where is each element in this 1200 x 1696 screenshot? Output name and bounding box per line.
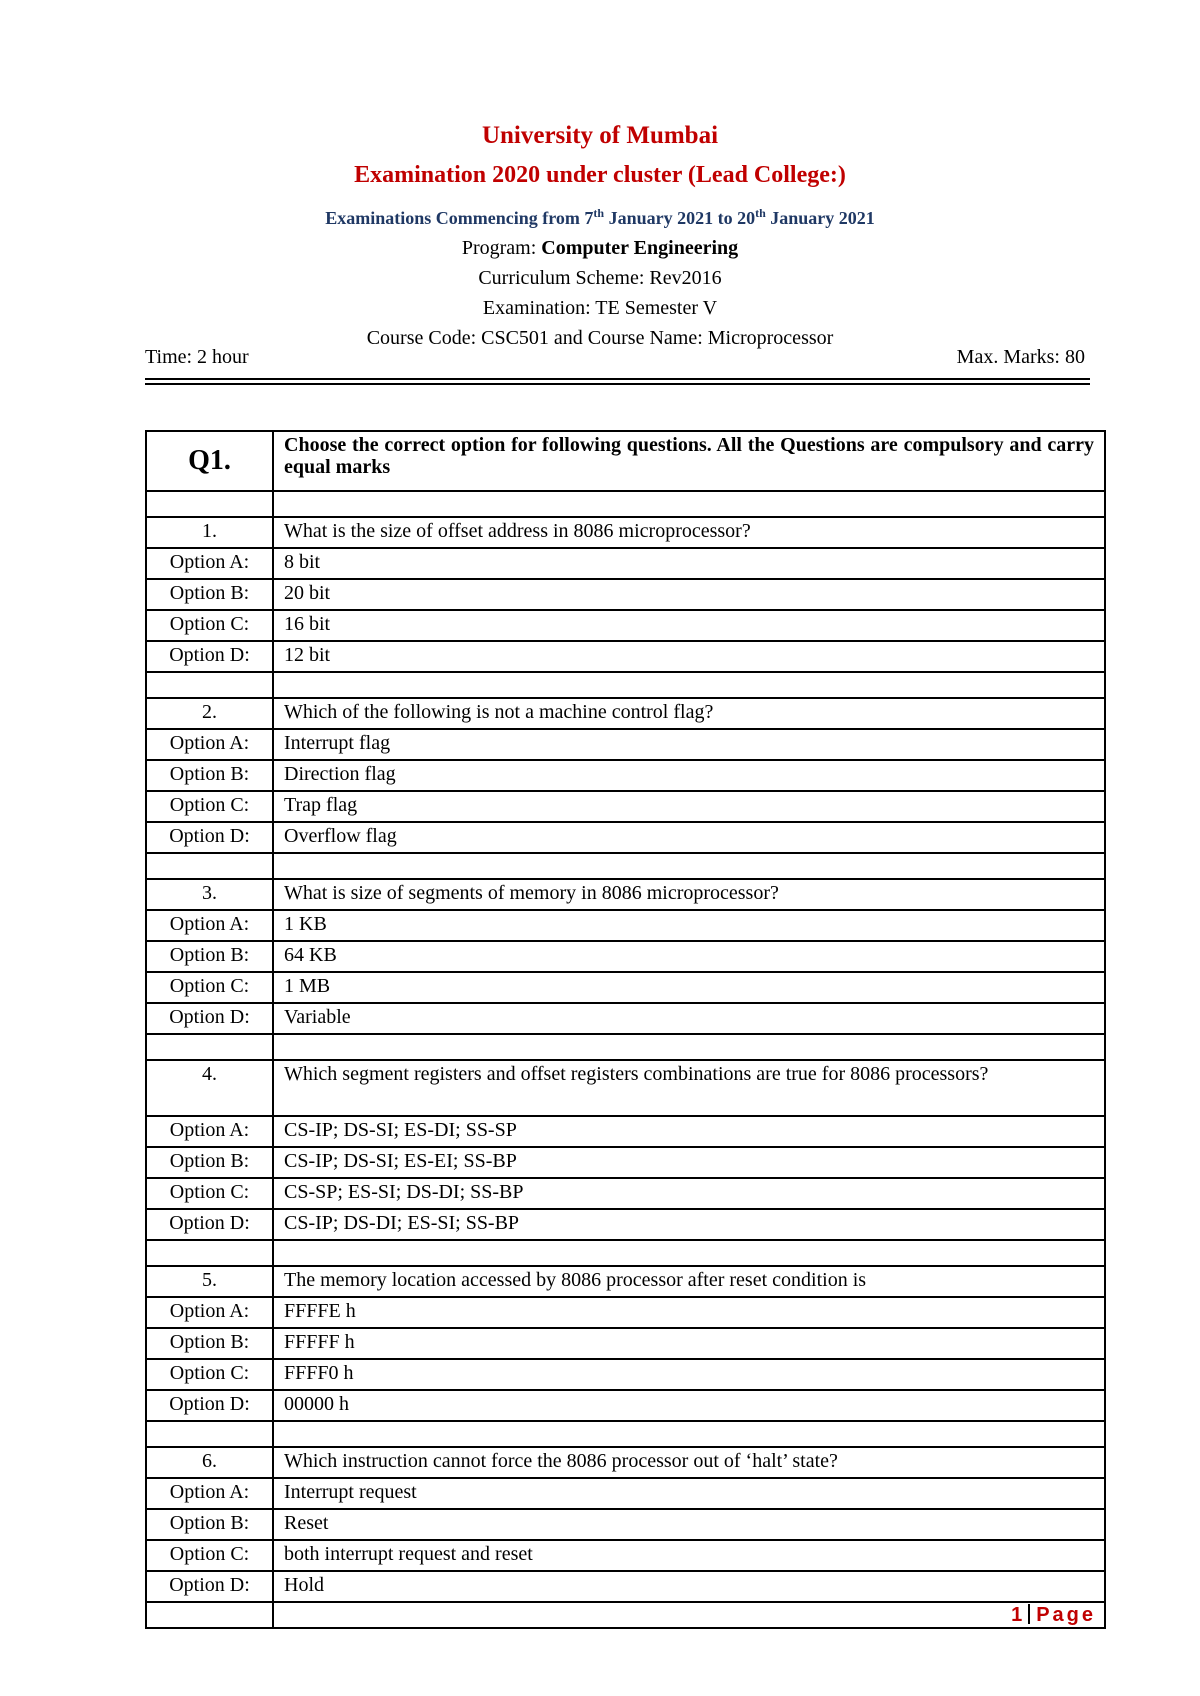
empty-cell [273,672,1105,698]
option-text: Overflow flag [273,822,1105,853]
option-row [146,760,1105,791]
option-row [146,1116,1105,1147]
option-label: Option C: [146,610,273,641]
option-label: Option C: [146,1178,273,1209]
empty-cell [273,1421,1105,1447]
option-text: FFFF0 h [273,1359,1105,1390]
question-row [146,517,1105,548]
spacer-row [146,853,1105,879]
option-text: Interrupt flag [273,729,1105,760]
option-label: Option A: [146,910,273,941]
option-text: FFFFE h [273,1297,1105,1328]
exam-title: Examination 2020 under cluster (Lead College:) [354,162,846,188]
empty-cell [146,491,273,517]
dates-sup-start: th [593,206,605,220]
time-duration: Time: 2 hour [145,346,249,368]
university-name: University of Mumbai [481,122,719,149]
option-label: Option C: [146,791,273,822]
option-text: FFFFF h [273,1328,1105,1359]
question-text: Which instruction cannot force the 8086 processor out of ‘halt’ state? [273,1447,1105,1478]
exam-header [0,118,1200,353]
option-row [146,1359,1105,1390]
question-number: 5. [146,1266,273,1297]
option-row [146,1509,1105,1540]
spacer-row [146,491,1105,517]
option-row [146,548,1105,579]
option-label: Option C: [146,1359,273,1390]
question-text: Which segment registers and offset registers combinations are true for 8086 processors? [273,1060,1105,1116]
empty-cell [273,1602,1105,1628]
option-row [146,791,1105,822]
option-label: Option B: [146,941,273,972]
max-marks: Max. Marks: 80 [956,346,1085,368]
section-header-row [146,431,1105,491]
exam-dates [0,198,1200,233]
empty-cell [146,853,273,879]
option-label: Option D: [146,1571,273,1602]
option-text: Interrupt request [273,1478,1105,1509]
option-label: Option A: [146,729,273,760]
empty-cell [273,1240,1105,1266]
spacer-row [146,1034,1105,1060]
page-number: 1 [1011,1604,1023,1626]
option-row [146,729,1105,760]
option-text: Reset [273,1509,1105,1540]
program-line [0,233,1200,263]
page-word: Page [1036,1604,1096,1626]
option-label: Option A: [146,1116,273,1147]
option-text: Hold [273,1571,1105,1602]
option-label: Option C: [146,1540,273,1571]
option-label: Option B: [146,1509,273,1540]
section-label: Q1. [146,431,273,491]
option-text: 1 KB [273,910,1105,941]
option-text: CS-SP; ES-SI; DS-DI; SS-BP [273,1178,1105,1209]
examination-line: Examination: TE Semester V [482,297,718,319]
option-text: 20 bit [273,579,1105,610]
option-text: both interrupt request and reset [273,1540,1105,1571]
option-text: 64 KB [273,941,1105,972]
option-text: Direction flag [273,760,1105,791]
option-text: 16 bit [273,610,1105,641]
empty-cell [146,1034,273,1060]
dates-mid: January 2021 to 20 [604,208,756,228]
question-number: 1. [146,517,273,548]
empty-cell [273,853,1105,879]
option-row [146,1297,1105,1328]
course-line: Course Code: CSC501 and Course Name: Microprocessor [366,327,834,349]
question-number: 2. [146,698,273,729]
option-label: Option D: [146,1390,273,1421]
footer-divider [1028,1604,1030,1624]
option-row [146,610,1105,641]
question-number: 6. [146,1447,273,1478]
option-label: Option A: [146,548,273,579]
option-label: Option D: [146,1209,273,1240]
option-row [146,972,1105,1003]
option-text: 1 MB [273,972,1105,1003]
option-row [146,1003,1105,1034]
option-row [146,1147,1105,1178]
option-row [146,1328,1105,1359]
question-row [146,698,1105,729]
page-footer [1011,1604,1096,1627]
question-row [146,1060,1105,1116]
option-text: Trap flag [273,791,1105,822]
option-row [146,1178,1105,1209]
double-rule-divider [145,378,1090,385]
empty-cell [146,1240,273,1266]
question-row [146,1447,1105,1478]
option-text: 12 bit [273,641,1105,672]
question-number: 3. [146,879,273,910]
spacer-row [146,672,1105,698]
option-label: Option D: [146,1003,273,1034]
option-row [146,1390,1105,1421]
question-text: Which of the following is not a machine control flag? [273,698,1105,729]
empty-cell [273,1034,1105,1060]
dates-suffix: January 2021 [765,208,875,228]
empty-cell [146,1602,273,1628]
question-text: What is size of segments of memory in 8086 microprocessor? [273,879,1105,910]
option-text: CS-IP; DS-SI; ES-DI; SS-SP [273,1116,1105,1147]
spacer-row [146,1240,1105,1266]
dates-sup-end: th [755,206,766,220]
section-instruction: Choose the correct option for following questions. All the Questions are compulsory and carry equal marks [273,431,1105,491]
program-value: Computer Engineering [541,237,739,259]
option-label: Option B: [146,1328,273,1359]
option-text: 8 bit [273,548,1105,579]
option-label: Option B: [146,760,273,791]
option-row [146,1478,1105,1509]
question-table [145,430,1106,1629]
option-text: 00000 h [273,1390,1105,1421]
question-row [146,1266,1105,1297]
option-label: Option A: [146,1478,273,1509]
empty-cell [146,672,273,698]
empty-cell [273,491,1105,517]
option-label: Option A: [146,1297,273,1328]
program-label: Program: [461,237,542,259]
question-row [146,879,1105,910]
option-row [146,641,1105,672]
option-label: Option B: [146,1147,273,1178]
option-row [146,910,1105,941]
curriculum-line: Curriculum Scheme: Rev2016 [478,267,722,289]
option-row [146,1209,1105,1240]
option-label: Option D: [146,641,273,672]
dates-prefix: Examinations Commencing from 7 [325,208,594,228]
option-text: Variable [273,1003,1105,1034]
spacer-row [146,1421,1105,1447]
option-label: Option D: [146,822,273,853]
question-text: The memory location accessed by 8086 processor after reset condition is [273,1266,1105,1297]
option-text: CS-IP; DS-SI; ES-EI; SS-BP [273,1147,1105,1178]
option-text: CS-IP; DS-DI; ES-SI; SS-BP [273,1209,1105,1240]
option-row [146,1540,1105,1571]
question-number: 4. [146,1060,273,1116]
question-text: What is the size of offset address in 8086 microprocessor? [273,517,1105,548]
option-row [146,1571,1105,1602]
option-row [146,822,1105,853]
spacer-row [146,1602,1105,1628]
option-label: Option C: [146,972,273,1003]
option-label: Option B: [146,579,273,610]
option-row [146,579,1105,610]
empty-cell [146,1421,273,1447]
option-row [146,941,1105,972]
